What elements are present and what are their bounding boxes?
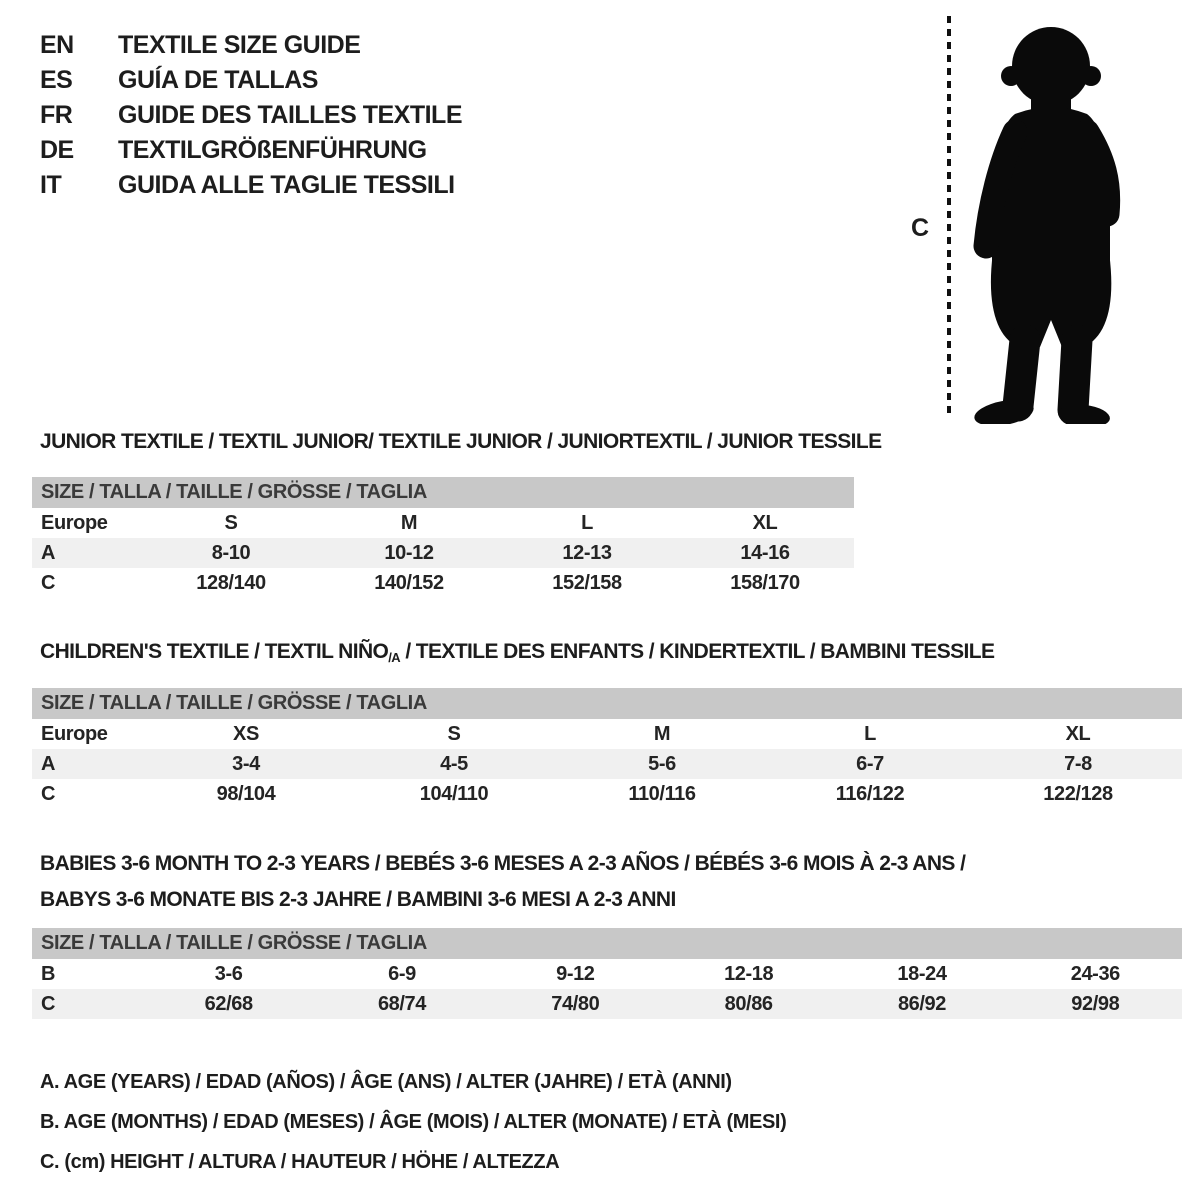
language-list bbox=[40, 28, 462, 203]
table-row-height bbox=[32, 779, 1182, 809]
table-cell: 8-10 bbox=[211, 541, 251, 564]
size-header-bar: SIZE / TALLA / TAILLE / GRÖSSE / TAGLIA bbox=[32, 928, 1182, 959]
table-cell: 86/92 bbox=[897, 992, 946, 1015]
table-cell: 140/152 bbox=[374, 571, 444, 594]
table-cell: S bbox=[447, 722, 461, 745]
table-cell: 6-9 bbox=[388, 962, 416, 985]
language-row-de bbox=[40, 133, 462, 168]
table-cell: 18-24 bbox=[897, 962, 947, 985]
table-cell: 5-6 bbox=[648, 752, 676, 775]
language-code: IT bbox=[40, 171, 62, 199]
table-cell: 80/86 bbox=[724, 992, 773, 1015]
table-row-europe bbox=[32, 508, 854, 538]
table-cell: 110/116 bbox=[628, 782, 696, 805]
size-header-bar: SIZE / TALLA / TAILLE / GRÖSSE / TAGLIA bbox=[32, 688, 1182, 719]
table-cell: 3-4 bbox=[232, 752, 260, 775]
table-cell: 6-7 bbox=[856, 752, 884, 775]
row-label-cell: Europe bbox=[41, 722, 108, 745]
table-row-height bbox=[32, 989, 1182, 1019]
table-cell: L bbox=[581, 511, 593, 534]
table-cell: 98/104 bbox=[216, 782, 276, 805]
table-cell: 12-18 bbox=[724, 962, 774, 985]
table-cell: L bbox=[864, 722, 876, 745]
babies-heading-line2: BABYS 3-6 MONATE BIS 2-3 JAHRE / BAMBINI 3-6 MESI A 2-3 ANNI bbox=[40, 888, 676, 911]
children-table bbox=[32, 719, 1182, 809]
table-row-months bbox=[32, 959, 1182, 989]
table-cell: 92/98 bbox=[1071, 992, 1120, 1015]
junior-section-heading: JUNIOR TEXTILE / TEXTIL JUNIOR/ TEXTILE JUNIOR / JUNIORTEXTIL / JUNIOR TESSILE bbox=[40, 430, 882, 453]
table-row-europe bbox=[32, 719, 1182, 749]
junior-size-table bbox=[32, 477, 854, 598]
table-cell: 9-12 bbox=[556, 962, 595, 985]
language-code: ES bbox=[40, 66, 73, 94]
measurement-legend bbox=[40, 1062, 786, 1182]
children-heading-sub: /A bbox=[388, 650, 401, 665]
language-row-es bbox=[40, 63, 462, 98]
language-row-fr bbox=[40, 98, 462, 133]
table-cell: 12-13 bbox=[562, 541, 612, 564]
row-label-cell: B bbox=[41, 962, 56, 985]
babies-section-heading bbox=[40, 846, 965, 918]
language-label: TEXTILGRÖßENFÜHRUNG bbox=[118, 136, 427, 164]
measure-label-c: C bbox=[911, 214, 930, 242]
row-label-cell: C bbox=[41, 571, 56, 594]
language-label: GUIDE DES TAILLES TEXTILE bbox=[118, 101, 463, 129]
language-label: GUÍA DE TALLAS bbox=[118, 66, 318, 94]
table-cell: 158/170 bbox=[730, 571, 800, 594]
children-size-table bbox=[32, 688, 1182, 809]
table-cell: 74/80 bbox=[551, 992, 600, 1015]
legend-line-a: A. AGE (YEARS) / EDAD (AÑOS) / ÂGE (ANS) / ALTER (JAHRE) / ETÀ (ANNI) bbox=[40, 1070, 732, 1093]
table-cell: XL bbox=[1065, 722, 1091, 745]
table-cell: 116/122 bbox=[835, 782, 905, 805]
row-label-cell: A bbox=[41, 752, 56, 775]
children-heading-post: / TEXTILE DES ENFANTS / KINDERTEXTIL / BAMBINI TESSILE bbox=[400, 640, 995, 663]
height-measure-dashed-line bbox=[947, 16, 951, 416]
table-row-age bbox=[32, 749, 1182, 779]
table-cell: 14-16 bbox=[740, 541, 790, 564]
table-row-height bbox=[32, 568, 854, 598]
row-label-cell: C bbox=[41, 782, 56, 805]
children-section-heading bbox=[40, 640, 994, 665]
table-cell: XL bbox=[752, 511, 778, 534]
table-cell: XS bbox=[233, 722, 259, 745]
children-heading-pre: CHILDREN'S TEXTILE / TEXTIL NIÑO bbox=[40, 640, 389, 663]
table-cell: 10-12 bbox=[384, 541, 434, 564]
table-cell: 152/158 bbox=[552, 571, 622, 594]
language-row-en bbox=[40, 28, 462, 63]
legend-line-b: B. AGE (MONTHS) / EDAD (MESES) / ÂGE (MOIS) / ALTER (MONATE) / ETÀ (MESI) bbox=[40, 1110, 787, 1133]
babies-heading-line1: BABIES 3-6 MONTH TO 2-3 YEARS / BEBÉS 3-6 MESES A 2-3 AÑOS / BÉBÉS 3-6 MOIS À 2-3 ANS / bbox=[40, 852, 966, 875]
language-label: GUIDA ALLE TAGLIE TESSILI bbox=[118, 171, 455, 199]
table-row-age bbox=[32, 538, 854, 568]
table-cell: 104/110 bbox=[419, 782, 489, 805]
table-cell: S bbox=[224, 511, 238, 534]
babies-table bbox=[32, 959, 1182, 1019]
table-cell: M bbox=[400, 511, 418, 534]
table-cell: 24-36 bbox=[1070, 962, 1120, 985]
toddler-silhouette bbox=[963, 14, 1141, 424]
table-cell: M bbox=[653, 722, 671, 745]
language-code: FR bbox=[40, 101, 73, 129]
language-code: EN bbox=[40, 31, 74, 59]
row-label-cell: C bbox=[41, 992, 56, 1015]
table-cell: 128/140 bbox=[196, 571, 266, 594]
language-code: DE bbox=[40, 136, 74, 164]
table-cell: 3-6 bbox=[214, 962, 243, 985]
language-row-it bbox=[40, 168, 462, 203]
table-cell: 4-5 bbox=[440, 752, 468, 775]
table-cell: 7-8 bbox=[1064, 752, 1092, 775]
table-cell: 122/128 bbox=[1043, 782, 1113, 805]
row-label-cell: A bbox=[41, 541, 56, 564]
babies-size-table bbox=[32, 928, 1182, 1019]
table-cell: 68/74 bbox=[377, 992, 427, 1015]
junior-table bbox=[32, 508, 854, 598]
language-label: TEXTILE SIZE GUIDE bbox=[118, 31, 361, 59]
row-label-cell: Europe bbox=[41, 511, 108, 534]
legend-line-c: C. (cm) HEIGHT / ALTURA / HAUTEUR / HÖHE / ALTEZZA bbox=[40, 1150, 560, 1173]
size-header-bar: SIZE / TALLA / TAILLE / GRÖSSE / TAGLIA bbox=[32, 477, 854, 508]
table-cell: 62/68 bbox=[204, 992, 253, 1015]
